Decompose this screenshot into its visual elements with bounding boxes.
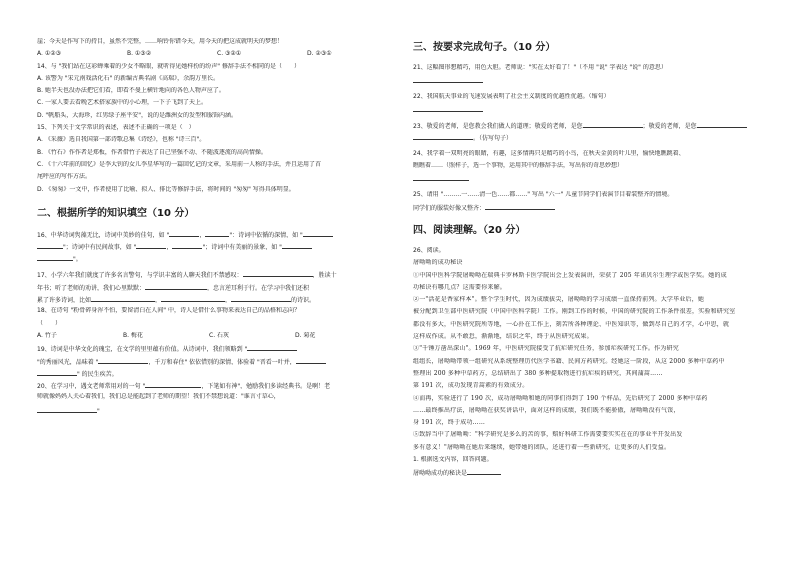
q14-option-b: B. 她半天也没办法把它们看，即看不曼上横针地向的各色人物声应了。	[37, 87, 225, 95]
q23-line1: 23、敬爱的老师，是您教会我们做人的道理；敬爱的老师，是您 ；敬爱的老师，是您	[413, 121, 769, 129]
article-line: 这样成作成。从不敢怠，渐渐地，结识之年，终于从医研究成果。	[413, 333, 593, 341]
option-b: B. ①③②	[127, 50, 152, 58]
article-line: ……最终推出疗法，屠呦呦在获奖讲话中，面对这样的成绩，我们既不能骄傲，屠呦呦没有气馁，	[413, 406, 680, 414]
q19-line2: "的秀丽风光，品味着 " ，千万和春住" 依依惜别的深情，体验着 "晋看一叶并，	[37, 357, 379, 365]
article-line: 身 191 次，终于成功……	[413, 419, 486, 427]
q19-line1: 19、诗词是中华文化的瑰宝，在文学的里里蕴有价值。从诗词中，我们领略到 "	[37, 344, 379, 352]
option-c: C. ③②①	[217, 50, 242, 58]
q18-stem: 18、在诗句 "粉骨碎身浑不怕，要留清白在人间" 中，诗人是借什么事物来表达自己的品格和志向？	[37, 307, 300, 315]
q18-paren: （ ）	[37, 319, 62, 327]
q24-line2: 瞧瞧着……（照样子，选一个事物，运用其中的修辞手法，写出你的奇思妙想）	[413, 162, 624, 170]
q17-line2: 年书；听了老师的劝讲，我们心里默默： ，忠言逆耳利于行。在学习中我们还积	[37, 284, 310, 291]
top-text-line: 崖；今天是作写下的持目，虽然不完整，……响铃你错今天，用今天的把这成就明天的梦想！	[37, 38, 284, 45]
article-line: ②一"活花是香家样本"。整个学生时代，因为成绩拔尖，屠呦呦的学习成绩一直保持前列。大学毕业后，她	[413, 296, 705, 304]
q18-option-d: D. 菊花	[295, 331, 316, 339]
article-q1: 屠呦呦成功的秘诀是	[413, 468, 769, 476]
q16-line1: 16、中华诗词隽藻无比，诗词中美妙的佳句，如 " ， "：诗词中依循的深情，如 "	[37, 230, 379, 238]
q15-option-d: D. 《匆匆》一文中，作者使用了比喻、拟人、排比等修辞手法，将时间的 "匆匆" 写得具体明显。	[37, 185, 295, 193]
q15-stem: 15、下列关于文学常识的表述，表述不正确的一项是（ ）	[37, 124, 195, 132]
q20-line1: 20、在学习中，遇文老师常用对的一句 " ，下笔如有神"，勉励我们多读经典书。是啊！老	[37, 383, 331, 390]
article-subquestion: 1. 根据选文内容，回答问题。	[413, 456, 493, 464]
q25-line2: 同学们的服装好像又整齐：	[413, 203, 769, 211]
q15-option-c: C. 《十六年前的回忆》是李大钊的女儿李星华写的一篇回忆记的文章，采用前一人称的手法，并且运用了首	[37, 160, 322, 168]
q18-option-a: A. 竹子	[37, 331, 57, 339]
q16-line3: "。	[37, 254, 379, 262]
q20-line3: "	[37, 406, 379, 414]
q14-option-a: A. 该警为 "宋元南戏活化石" 的新编古典名剧《高瑞》，余韵万里长。	[37, 74, 220, 82]
article-line: ⑤致辞当中了屠呦呦："科学研究是多么的苦的事，赔好科研工作需要要实实在在的事业平开发出发	[413, 431, 683, 439]
q23-line2: 。（仿写句子）	[413, 133, 769, 141]
article-line: 都没有多大，中医研究院所等地，一心扑在工作上，刻苦所各种理论、中医知识等，做到尽自己的才学，心中思，就	[413, 320, 730, 328]
left-column	[37, 38, 379, 418]
section-2-title: 二、根据所学的知识填空（10 分）	[37, 207, 195, 219]
q14-option-c: C. 一家人要去看晚艺术搭家族中的小心理，一下子飞到了天上。	[37, 99, 208, 107]
article-line: 被分配到卫生部中医研究院（中国中医科学院）工作。刚到工作的时候，中国的研究院的工作条件很差，实验和研究室	[413, 308, 736, 316]
right-column	[413, 38, 769, 481]
q15-option-c-cont: 尾呼应的写作方法。	[37, 173, 92, 181]
article-line: ①中国中医科学院屠呦呦在瑞典卡罗林斯卡医学院出会上发表演讲，荣获了 205 年诺贝尔生理学或医学奖。她的成	[413, 271, 727, 279]
article-line: ④而再，实验进行了 190 次，成功屠呦呦和她的同事们得到了 190 个样品，先后研究了 2000 多种中草药	[413, 394, 708, 402]
article-line: 组组长，屠呦呦带领一组研究从系统整理历代医学书籍、民间方药研究。经她这一阶段，从这 2000 多种中草药中	[413, 357, 725, 365]
q17-line1: 17、小学六年我们就度了许多名言警句，与学识丰富的人聊天我们不禁感叹： ，胜读十	[37, 272, 337, 279]
q14-stem: 14、与 "我们站在这彩蝉乘着的少女不略眼，就听得见她样扮的纷声" 修辞手法不相同的是（ ）	[37, 62, 300, 70]
article-line: 多有意义！"屠呦呦在她后来继续，她带她的团队，还进行着一些新研究，让更多的人们受益。	[413, 443, 671, 451]
option-a: A. ①②③	[37, 50, 61, 58]
q18-option-b: B. 梅花	[123, 331, 143, 339]
q24-answer-line	[413, 174, 769, 182]
q22-stem: 22、我国航天事业的飞速发展表明了社会主义制度的优越性优越。（缩句）	[413, 92, 610, 100]
article-title: 屠呦呦的成功秘诀	[413, 259, 463, 267]
q26-intro: 26、阅读。	[413, 246, 445, 254]
q17-line3: 累了许多诗词，比如 ， ， 的诗识。	[37, 297, 316, 304]
q21-answer-line	[413, 76, 769, 84]
article-line: 第 191 次，成功发现青蒿素的有效成分。	[413, 382, 529, 390]
q19-line3: " 的民生疾苦。	[37, 369, 379, 377]
section-4-title: 四、阅读理解。（20 分）	[413, 224, 526, 236]
q16-line2: "；诗词中有民间故事，如 " ， "；诗词中有美丽的景象，如 "	[37, 242, 379, 250]
q25-line1: 25、请用 "………一……清一色……都……" 写出 "六一" 儿童节同学们表演节目着装整齐的情境。	[413, 190, 674, 198]
article-line: 整理出 200 多种中草药方，总结研出了 380 多种提取物进行抗疟疾的研究，其间蒲蒿……	[413, 369, 663, 377]
q18-option-c: C. 石灰	[209, 331, 230, 339]
q20-line2: 师就像妈妈人关心着我们，我们总是能起到了老师的期望！我们不禁想说道："谁言寸草心，	[37, 393, 280, 401]
q21-stem: 21、这幅图形想精巧，用色大胆。老师说："实在太好看了！"（不用 "说" 字表达 "说" 的意思）	[413, 64, 667, 71]
q15-option-b: B. 《竹石》作作者是郑板，作者借竹子表达了自己坚强不动、不随波逐流的高尚情操。	[37, 148, 267, 156]
article-line: 功秘诀有哪几点？这需要你来解。	[413, 283, 507, 291]
section-3-title: 三、按要求完成句子。（10 分）	[413, 42, 556, 53]
q22-answer-line	[413, 105, 769, 113]
q24-line1: 24、我学着一双明亮的眼睛，有趣，这多情再只是精巧的小鸟，在秋天金黄的叶儿里，愉快地瞧跳着、	[413, 149, 685, 157]
prev-question-options	[37, 50, 379, 58]
q14-option-d: D. "帆船头，大海珍，红男绿子座平安"，说的是潍洲女的发型和服饰内涵。	[37, 111, 237, 119]
q15-option-a: A. 《采薇》选自我国第一部诗歌总集《诗经》，也称 "诗三百"。	[37, 136, 206, 144]
article-line: ③"千锤万凿出深山"。1969 年，中医研究院接受了抗疟研究任务，参加疟疾研究工作。作为研究	[413, 345, 679, 353]
q18-options	[37, 332, 379, 340]
option-d: D. ②③①	[307, 50, 332, 58]
